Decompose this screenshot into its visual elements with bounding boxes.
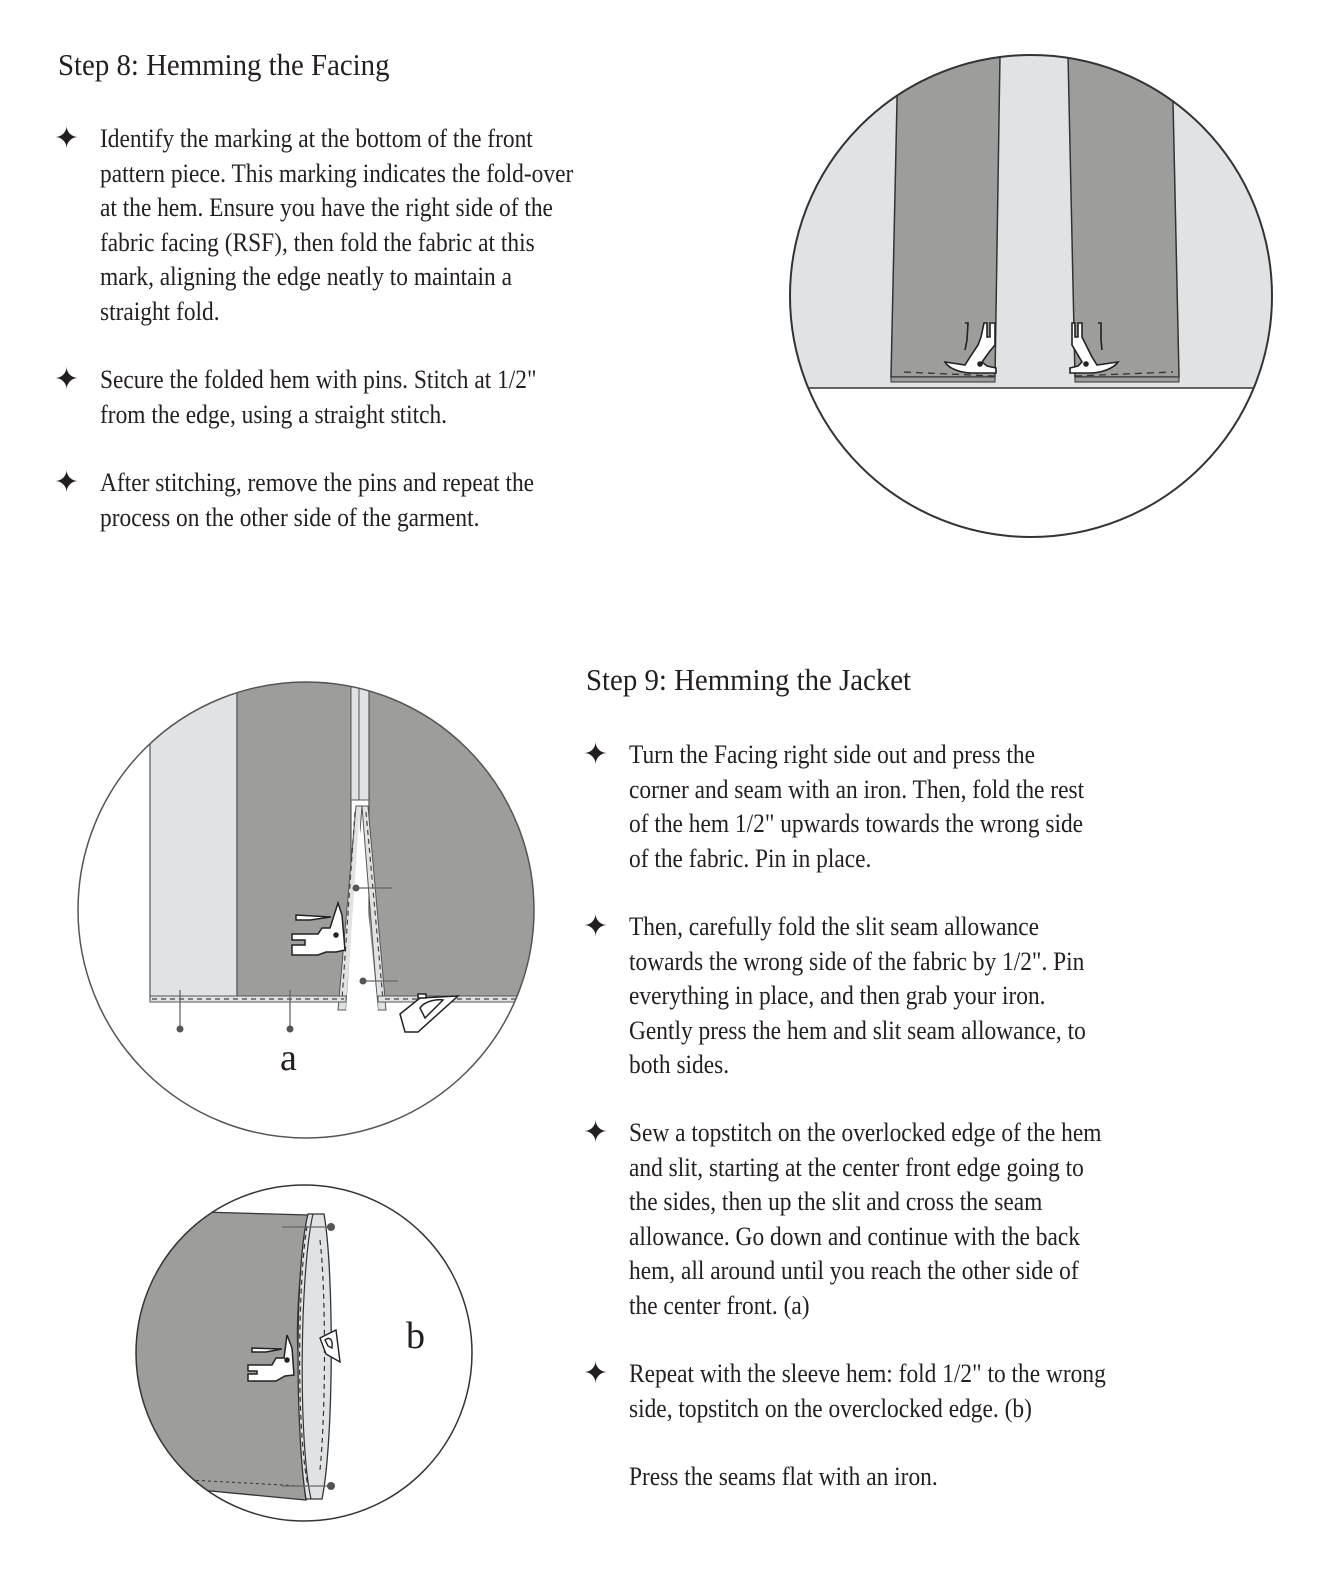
step-9-bullet-text: Repeat with the sleeve hem: fold 1/2" to the wrong side, topstitch on the overclocked edge. (b) xyxy=(629,1359,1106,1423)
star-bullet-icon: ✦ xyxy=(54,122,80,155)
star-bullet-icon: ✦ xyxy=(54,363,80,396)
presser-foot-icon xyxy=(945,323,996,373)
sleeve-hem-figure-b xyxy=(130,1210,340,1500)
front-panel-dark xyxy=(237,670,351,1000)
star-bullet-icon: ✦ xyxy=(54,466,80,499)
pin-icon xyxy=(177,885,399,1033)
step-8-bullet-text: After stitching, remove the pins and repeat the process on the other side of the garment. xyxy=(100,468,535,532)
presser-foot-icon xyxy=(292,903,345,955)
sleeve-fabric xyxy=(130,1210,308,1500)
star-bullet-icon: ✦ xyxy=(583,738,609,771)
back-panel-dark xyxy=(369,670,549,1000)
right-fabric-strip xyxy=(1068,55,1179,377)
step-9-bullet-text: Sew a topstitch on the overlocked edge of the hem and slit, starting at the center front edge going to the sides, then up the slit and cross the seam allowance. Go down and continue with the back hem, all around until you reach the other side of the center front. (a) xyxy=(629,1118,1102,1320)
iron-icon xyxy=(320,1330,340,1362)
figure-a-label: a xyxy=(280,1037,297,1079)
figure-b-label: b xyxy=(406,1315,425,1357)
star-bullet-icon: ✦ xyxy=(583,1116,609,1149)
left-fabric-strip xyxy=(891,55,1000,377)
facing-hem-figure xyxy=(780,40,1290,388)
fabric-background-light xyxy=(780,40,1290,388)
step-9-closing-note: Press the seams flat with an iron. xyxy=(629,1462,938,1491)
pin-icon xyxy=(282,1223,335,1490)
star-bullet-icon: ✦ xyxy=(583,910,609,943)
step-9-title: Step 9: Hemming the Jacket xyxy=(586,662,912,697)
facing-panel-light xyxy=(150,670,237,1000)
jacket-hem-figure-a xyxy=(150,670,549,1033)
step-8-bullet-text: Secure the folded hem with pins. Stitch at 1/2" from the edge, using a straight stitch. xyxy=(100,365,537,429)
step-9-bullet-text: Turn the Facing right side out and press the corner and seam with an iron. Then, fold the rest of the hem 1/2" upwards towards the wrong side of the fabric. Pin in place. xyxy=(629,740,1085,873)
presser-foot-icon xyxy=(248,1335,294,1381)
step-8-title: Step 8: Hemming the Facing xyxy=(58,47,390,82)
presser-foot-icon xyxy=(1070,323,1118,373)
step-9-bullet-text: Then, carefully fold the slit seam allowance towards the wrong side of the fabric by 1/2". Pin everything in place, and then grab your iron. Gently press the hem and slit seam allowance, to both sides. xyxy=(629,912,1086,1079)
iron-icon xyxy=(400,994,458,1032)
star-bullet-icon: ✦ xyxy=(583,1357,609,1390)
step-8-bullet-text: Identify the marking at the bottom of the front pattern piece. This marking indicates the fold-over at the hem. Ensure you have the right side of the fabric facing (RSF), then fold the fabric at this mark, aligning the edge neatly to maintain a straight fold. xyxy=(100,124,574,326)
